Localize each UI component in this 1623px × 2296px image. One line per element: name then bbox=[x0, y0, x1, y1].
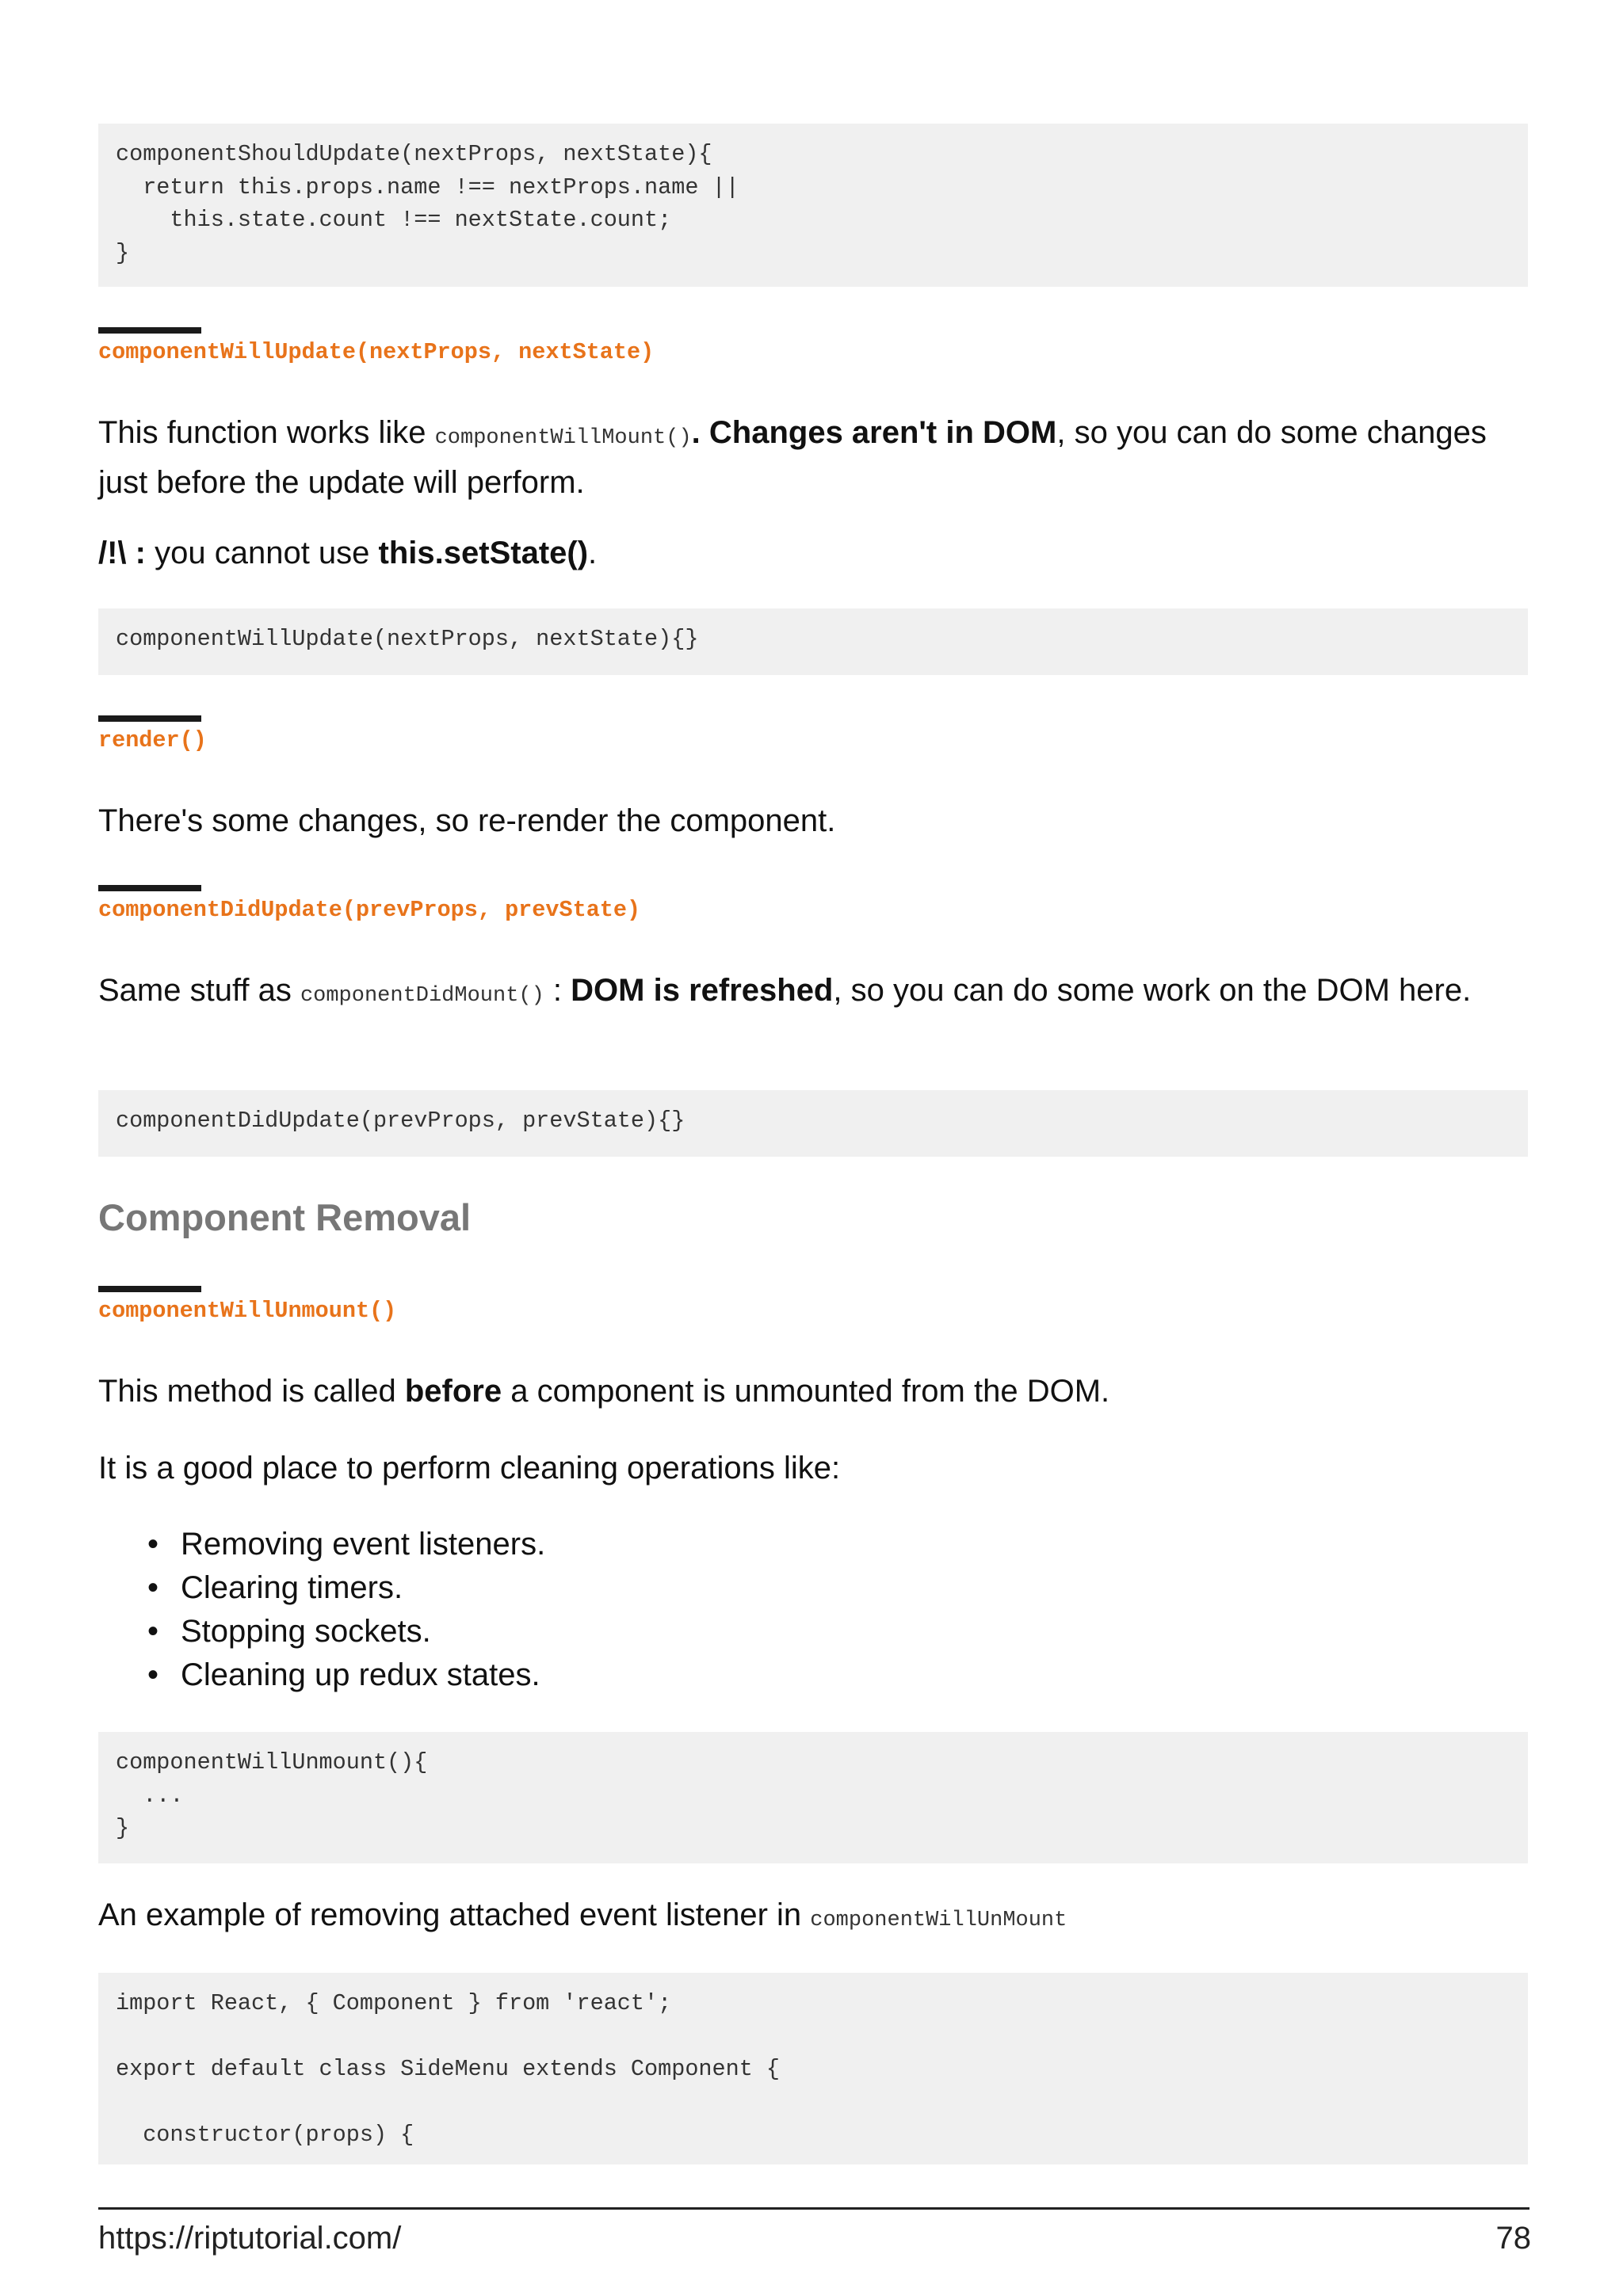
code-block-did-update: componentDidUpdate(prevProps, prevState){} bbox=[98, 1090, 1528, 1157]
paragraph: This method is called before a component is unmounted from the DOM. bbox=[98, 1374, 1110, 1409]
paragraph: Same stuff as componentDidMount() : DOM is refreshed, so you can do some work on the DOM here. bbox=[98, 973, 1472, 1008]
inline-code: componentDidMount() bbox=[300, 984, 544, 1008]
section-rule bbox=[98, 1286, 201, 1292]
section-rule bbox=[98, 885, 201, 891]
paragraph: There's some changes, so re-render the component. bbox=[98, 803, 836, 838]
code-block-example: import React, { Component } from 'react'; export default class SideMenu extends Component { constructor(props) { bbox=[98, 1973, 1528, 2164]
paragraph: This function works like componentWillMount(). Changes aren't in DOM, so you can do some changes just before the update will perform. bbox=[98, 415, 1487, 500]
method-heading-did-update: componentDidUpdate(prevProps, prevState) bbox=[98, 897, 641, 923]
warning-paragraph: /!\ : you cannot use this.setState(). bbox=[98, 536, 598, 570]
list-item: • Removing event listeners. bbox=[98, 1523, 545, 1566]
page-number: 78 bbox=[1495, 2221, 1531, 2256]
section-title-component-removal: Component Removal bbox=[98, 1196, 472, 1238]
paragraph: It is a good place to perform cleaning operations like: bbox=[98, 1451, 841, 1486]
list-item: • Cleaning up redux states. bbox=[98, 1653, 545, 1697]
code-block-will-update: componentWillUpdate(nextProps, nextState){} bbox=[98, 608, 1528, 675]
method-heading-will-unmount: componentWillUnmount() bbox=[98, 1298, 397, 1324]
section-rule bbox=[98, 715, 201, 722]
inline-code: componentWillMount() bbox=[434, 426, 692, 450]
cleanup-list bbox=[98, 1523, 545, 1697]
footer-divider bbox=[98, 2207, 1529, 2210]
inline-code: componentWillUnMount bbox=[810, 1909, 1067, 1932]
section-rule bbox=[98, 327, 201, 334]
code-block-should-update: componentShouldUpdate(nextProps, nextState){ return this.props.name !== nextProps.name || this.state.count !== nextState.count; } bbox=[98, 124, 1528, 287]
list-item: • Stopping sockets. bbox=[98, 1610, 545, 1653]
list-item: • Clearing timers. bbox=[98, 1566, 545, 1610]
method-heading-render: render() bbox=[98, 727, 207, 753]
method-heading-will-update: componentWillUpdate(nextProps, nextState) bbox=[98, 339, 655, 365]
code-block-will-unmount: componentWillUnmount(){ ... } bbox=[98, 1732, 1528, 1863]
footer-url[interactable]: https://riptutorial.com/ bbox=[98, 2221, 402, 2256]
paragraph: An example of removing attached event listener in componentWillUnMount bbox=[98, 1897, 1067, 1932]
